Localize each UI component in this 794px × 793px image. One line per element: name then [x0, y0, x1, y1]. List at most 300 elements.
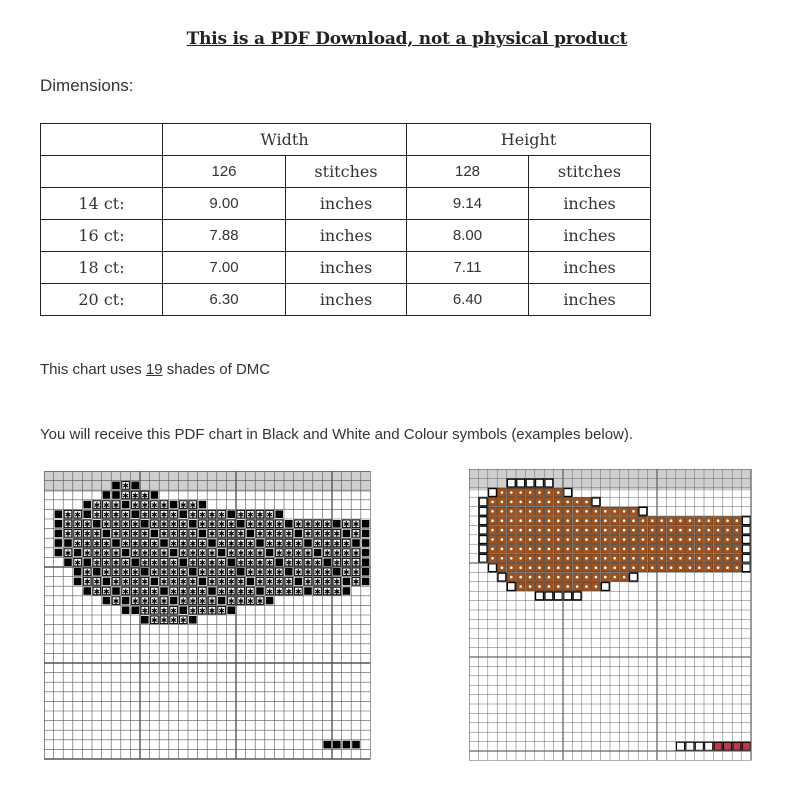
stitch-symbol-glyph: ✱: [189, 548, 197, 558]
stitch-dot: [604, 548, 607, 551]
stitch-symbol-glyph: ✱: [227, 577, 235, 587]
stitch-solid: [189, 520, 197, 528]
stitch-symbol-glyph: ✱: [160, 568, 168, 578]
stitch-symbol-glyph: ✱: [179, 548, 187, 558]
stitch-dot: [623, 529, 626, 532]
stitch-solid: [103, 530, 111, 538]
stitch-solid: [141, 520, 149, 528]
stitch-dot: [529, 557, 532, 560]
stitch-symbol-glyph: ✱: [323, 568, 331, 578]
stitch-symbol-glyph: ✱: [131, 520, 139, 530]
stitch-symbol-glyph: ✱: [170, 520, 177, 530]
stitch-dot: [726, 529, 729, 532]
stitch-dot: [726, 566, 729, 569]
stitch-symbol-glyph: ✱: [218, 539, 225, 549]
stitch-symbol-glyph: ✱: [333, 587, 341, 597]
stitch-solid: [227, 558, 235, 566]
stitch-symbol-glyph: ✱: [275, 529, 283, 539]
stitch-solid: [285, 568, 293, 576]
stitch-dot: [585, 519, 588, 522]
width-cell: 6.30: [163, 284, 286, 316]
stitch-dot: [548, 548, 551, 551]
colour-chart-example: [469, 469, 753, 761]
stitch-dot: [707, 566, 710, 569]
count-cell: 16 ct:: [41, 220, 163, 252]
stitch-symbol-glyph: ✱: [227, 587, 235, 597]
stitch-solid: [170, 549, 178, 557]
stitch-outline: [479, 535, 487, 543]
stitch-symbol-glyph: ✱: [160, 500, 168, 510]
stitch-symbol-glyph: ✱: [64, 510, 72, 520]
stitch-symbol-glyph: ✱: [333, 577, 341, 587]
stitch-solid: [362, 539, 370, 547]
stitch-dot: [519, 566, 522, 569]
dimensions-table: [40, 123, 651, 316]
stitch-dot: [660, 566, 663, 569]
stitch-symbol-glyph: ✱: [83, 529, 91, 539]
stitch-solid: [343, 578, 351, 586]
stitch-symbol-glyph: ✱: [295, 568, 302, 578]
stitch-symbol-glyph: ✱: [170, 568, 177, 578]
stitch-dot: [632, 548, 635, 551]
stitch-solid: [362, 568, 370, 576]
stitch-symbol-glyph: ✱: [83, 568, 91, 578]
stitch-dot: [632, 557, 635, 560]
stitch-dot: [510, 529, 513, 532]
stitch-symbol-glyph: ✱: [141, 529, 149, 539]
stitch-outline: [742, 742, 750, 750]
stitch-dot: [566, 585, 569, 588]
stitch-dot: [529, 519, 532, 522]
stitch-dot: [557, 529, 560, 532]
stitch-symbol-glyph: ✱: [208, 606, 216, 616]
stitch-dot: [623, 548, 626, 551]
stitch-dot: [604, 566, 607, 569]
stitch-symbol-glyph: ✱: [122, 481, 129, 491]
stitch-dot: [623, 538, 626, 541]
stitch-dot: [491, 548, 494, 551]
stitch-symbol-glyph: ✱: [141, 548, 149, 558]
stitch-dot: [642, 519, 645, 522]
stitch-dot: [736, 519, 739, 522]
stitch-solid: [275, 510, 283, 518]
stitch-dot: [689, 557, 692, 560]
stitch-symbol-glyph: ✱: [170, 616, 177, 626]
stitch-outline: [723, 742, 731, 750]
stitch-outline: [517, 479, 525, 487]
stitch-dot: [538, 585, 541, 588]
stitch-symbol-glyph: ✱: [275, 520, 283, 530]
stitch-outline: [742, 564, 750, 572]
stitch-solid: [362, 558, 370, 566]
stitch-dot: [717, 538, 720, 541]
shades-prefix: This chart uses: [40, 361, 146, 378]
stitch-dot: [604, 529, 607, 532]
stitch-dot: [510, 557, 513, 560]
stitch-dot: [519, 529, 522, 532]
stitch-dot: [632, 510, 635, 513]
stitch-symbol-glyph: ✱: [256, 529, 264, 539]
stitch-symbol-glyph: ✱: [93, 510, 101, 520]
stitch-solid: [151, 530, 159, 538]
stitch-symbol-glyph: ✱: [141, 587, 149, 597]
width-stitches-unit: stitches: [286, 156, 407, 188]
stitch-symbol-glyph: ✱: [103, 510, 110, 520]
stitch-solid: [179, 510, 187, 518]
stitch-dot: [613, 548, 616, 551]
stitch-symbol-glyph: ✱: [256, 510, 264, 520]
stitch-solid: [131, 606, 139, 614]
stitch-symbol-glyph: ✱: [227, 539, 235, 549]
stitch-symbol-glyph: ✱: [199, 558, 206, 568]
stitch-dot: [595, 510, 598, 513]
stitch-dot: [670, 519, 673, 522]
stitch-symbol-glyph: ✱: [122, 539, 129, 549]
stitch-symbol-glyph: ✱: [112, 529, 120, 539]
stitch-dot: [538, 557, 541, 560]
stitch-dot: [613, 576, 616, 579]
stitch-dot: [529, 501, 532, 504]
stitch-dot: [538, 519, 541, 522]
stitch-dot: [604, 538, 607, 541]
width-unit-cell: inches: [286, 220, 407, 252]
stitch-symbol-glyph: ✱: [141, 491, 149, 501]
width-cell: 7.00: [163, 252, 286, 284]
stitch-dot: [557, 491, 560, 494]
stitch-symbol-glyph: ✱: [314, 539, 321, 549]
stitch-dot: [726, 519, 729, 522]
stitch-dot: [613, 519, 616, 522]
stitch-dot: [632, 519, 635, 522]
stitch-symbol-glyph: ✱: [151, 587, 158, 597]
stitch-outline: [479, 526, 487, 534]
stitch-dot: [689, 529, 692, 532]
stitch-symbol-glyph: ✱: [285, 548, 293, 558]
stitch-dot: [519, 548, 522, 551]
stitch-dot: [595, 529, 598, 532]
stitch-dot: [660, 557, 663, 560]
stitch-dot: [670, 548, 673, 551]
stitch-solid: [74, 578, 82, 586]
stitch-symbol-glyph: ✱: [237, 510, 245, 520]
stitch-dot: [576, 538, 579, 541]
stitch-dot: [595, 538, 598, 541]
height-unit-cell: inches: [529, 188, 651, 220]
stitch-solid: [112, 491, 120, 499]
stitch-dot: [642, 566, 645, 569]
stitch-symbol-glyph: ✱: [304, 548, 312, 558]
stitch-outline: [601, 582, 609, 590]
stitch-dot: [491, 510, 494, 513]
stitch-symbol-glyph: ✱: [189, 539, 197, 549]
stitch-dot: [585, 557, 588, 560]
width-stitches-value: 126: [163, 156, 286, 188]
stitch-dot: [595, 576, 598, 579]
height-cell: 8.00: [407, 220, 529, 252]
stitch-symbol-glyph: ✱: [151, 520, 158, 530]
stitch-symbol-glyph: ✱: [237, 577, 245, 587]
stitch-solid: [266, 597, 274, 605]
stitch-dot: [613, 538, 616, 541]
stitch-symbol-glyph: ✱: [179, 616, 187, 626]
stitch-dot: [660, 538, 663, 541]
stitch-dot: [548, 566, 551, 569]
stitch-outline: [705, 742, 713, 750]
stitch-dot: [585, 538, 588, 541]
stitch-dot: [538, 538, 541, 541]
stitch-dot: [679, 566, 682, 569]
stitch-dot: [510, 566, 513, 569]
stitch-symbol-glyph: ✱: [93, 587, 101, 597]
stitch-symbol-glyph: ✱: [352, 529, 360, 539]
stitch-symbol-glyph: ✱: [112, 520, 120, 530]
stitch-symbol-glyph: ✱: [160, 606, 168, 616]
stitch-symbol-glyph: ✱: [285, 539, 293, 549]
stitch-symbol-glyph: ✱: [179, 587, 187, 597]
stitch-symbol-glyph: ✱: [170, 606, 177, 616]
stitch-solid: [151, 491, 159, 499]
stitch-symbol-glyph: ✱: [179, 500, 187, 510]
stitch-symbol-glyph: ✱: [237, 548, 245, 558]
stitch-symbol-glyph: ✱: [247, 520, 254, 530]
stitch-dot: [576, 585, 579, 588]
stitch-dot: [576, 566, 579, 569]
stitch-outline: [742, 545, 750, 553]
stitch-symbol-glyph: ✱: [93, 529, 101, 539]
stitch-dot: [576, 557, 579, 560]
width-cell: 7.88: [163, 220, 286, 252]
stitch-solid: [227, 606, 235, 614]
stitch-solid: [333, 741, 341, 749]
stitch-symbol-glyph: ✱: [275, 587, 283, 597]
stitch-outline: [526, 479, 534, 487]
stitch-symbol-glyph: ✱: [103, 539, 110, 549]
stitch-dot: [726, 557, 729, 560]
stitch-dot: [529, 566, 532, 569]
stitch-outline: [573, 592, 581, 600]
stitch-solid: [333, 520, 341, 528]
width-unit-cell: inches: [286, 284, 407, 316]
stitch-solid: [237, 568, 245, 576]
stitch-outline: [479, 507, 487, 515]
stitch-outline: [479, 545, 487, 553]
stitch-dot: [529, 491, 532, 494]
stitch-dot: [566, 519, 569, 522]
stitch-solid: [131, 558, 139, 566]
stitch-solid: [179, 558, 187, 566]
stitch-dot: [651, 538, 654, 541]
stitch-symbol-glyph: ✱: [74, 510, 81, 520]
stitch-symbol-glyph: ✱: [189, 510, 197, 520]
stitch-symbol-glyph: ✱: [343, 568, 350, 578]
stitch-dot: [529, 576, 532, 579]
stitch-outline: [498, 573, 506, 581]
stitch-symbol-glyph: ✱: [323, 577, 331, 587]
stitch-dot: [689, 519, 692, 522]
stitch-dot: [557, 501, 560, 504]
stitch-outline: [733, 742, 741, 750]
stitch-dot: [548, 576, 551, 579]
stitch-dot: [595, 548, 598, 551]
stitch-symbol-glyph: ✱: [179, 568, 187, 578]
stitch-symbol-glyph: ✱: [285, 558, 293, 568]
stitch-outline: [676, 742, 684, 750]
stitch-symbol-glyph: ✱: [170, 529, 177, 539]
stitch-outline: [535, 479, 543, 487]
stitch-symbol-glyph: ✱: [314, 568, 321, 578]
stitch-symbol-glyph: ✱: [131, 568, 139, 578]
stitch-dot: [670, 529, 673, 532]
stitch-symbol-glyph: ✱: [199, 606, 206, 616]
stitch-dot: [717, 557, 720, 560]
stitch-dot: [726, 538, 729, 541]
stitch-dot: [557, 538, 560, 541]
stitch-symbol-glyph: ✱: [160, 577, 168, 587]
stitch-symbol-glyph: ✱: [218, 510, 225, 520]
stitch-dot: [726, 548, 729, 551]
width-cell: 9.00: [163, 188, 286, 220]
stitch-dot: [698, 557, 701, 560]
stitch-solid: [343, 530, 351, 538]
stitch-symbol-glyph: ✱: [227, 529, 235, 539]
stitch-solid: [199, 501, 207, 509]
stitch-dot: [707, 519, 710, 522]
stitch-symbol-glyph: ✱: [237, 539, 245, 549]
stitch-dot: [576, 529, 579, 532]
height-cell: 7.11: [407, 252, 529, 284]
stitch-dot: [557, 576, 560, 579]
stitch-symbol-glyph: ✱: [131, 548, 139, 558]
stitch-dot: [548, 519, 551, 522]
stitch-dot: [557, 585, 560, 588]
stitch-solid: [247, 530, 255, 538]
shades-suffix: shades of DMC: [162, 361, 271, 378]
stitch-symbol-glyph: ✱: [122, 510, 129, 520]
stitch-symbol-glyph: ✱: [343, 548, 350, 558]
stitch-symbol-glyph: ✱: [112, 500, 120, 510]
stitch-outline: [686, 742, 694, 750]
stitch-symbol-glyph: ✱: [266, 510, 273, 520]
stitch-dot: [698, 538, 701, 541]
stitch-solid: [83, 510, 91, 518]
height-unit-cell: inches: [529, 284, 651, 316]
stitch-dot: [642, 538, 645, 541]
stitch-dot: [566, 576, 569, 579]
stitch-dot: [491, 519, 494, 522]
stitch-dot: [642, 548, 645, 551]
stitch-dot: [519, 491, 522, 494]
stitch-symbol-glyph: ✱: [237, 529, 245, 539]
stitch-dot: [736, 529, 739, 532]
stitch-solid: [189, 616, 197, 624]
stitch-symbol-glyph: ✱: [64, 529, 72, 539]
stitch-dot: [679, 538, 682, 541]
stitch-symbol-glyph: ✱: [64, 520, 72, 530]
stitch-symbol-glyph: ✱: [256, 577, 264, 587]
table-corner-cell: [41, 124, 163, 156]
stitch-symbol-glyph: ✱: [314, 529, 321, 539]
bw-chart-example: [44, 471, 374, 766]
stitch-solid: [122, 549, 130, 557]
height-cell: 9.14: [407, 188, 529, 220]
stitch-symbol-glyph: ✱: [151, 606, 158, 616]
stitch-symbol-glyph: ✱: [199, 520, 206, 530]
stitch-symbol-glyph: ✱: [151, 568, 158, 578]
stitch-solid: [208, 587, 216, 595]
stitch-outline: [488, 564, 496, 572]
stitch-solid: [343, 587, 351, 595]
stitch-solid: [208, 539, 216, 547]
stitch-symbol-glyph: ✱: [333, 548, 341, 558]
stitch-symbol-glyph: ✱: [179, 577, 187, 587]
stitch-solid: [103, 491, 111, 499]
stitch-dot: [548, 538, 551, 541]
stitch-dot: [557, 519, 560, 522]
stitch-symbol-glyph: ✱: [295, 520, 302, 530]
stitch-symbol-glyph: ✱: [160, 520, 168, 530]
stitch-dot: [670, 538, 673, 541]
stitch-symbol-glyph: ✱: [333, 558, 341, 568]
stitch-dot: [707, 529, 710, 532]
stitch-dot: [717, 529, 720, 532]
stitch-dot: [491, 529, 494, 532]
stitch-dot: [576, 548, 579, 551]
stitch-symbol-glyph: ✱: [199, 539, 206, 549]
stitch-dot: [538, 501, 541, 504]
stitch-symbol-glyph: ✱: [237, 596, 245, 606]
stitch-symbol-glyph: ✱: [160, 558, 168, 568]
stitch-symbol-glyph: ✱: [323, 529, 331, 539]
stitch-outline: [742, 554, 750, 562]
stitch-dot: [501, 491, 504, 494]
stitch-symbol-glyph: ✱: [266, 577, 273, 587]
stitch-dot: [510, 491, 513, 494]
stitch-dot: [679, 557, 682, 560]
stitch-dot: [510, 576, 513, 579]
stitch-symbol-glyph: ✱: [352, 520, 360, 530]
stitch-solid: [362, 520, 370, 528]
stitch-dot: [651, 557, 654, 560]
stitch-symbol-glyph: ✱: [266, 539, 273, 549]
stitch-symbol-glyph: ✱: [74, 539, 81, 549]
stitch-dot: [538, 576, 541, 579]
stitch-dot: [538, 491, 541, 494]
stitch-dot: [510, 519, 513, 522]
stitch-dot: [585, 501, 588, 504]
stitch-outline: [592, 498, 600, 506]
stitch-symbol-glyph: ✱: [141, 577, 149, 587]
stitch-symbol-glyph: ✱: [208, 529, 216, 539]
stitch-symbol-glyph: ✱: [170, 539, 177, 549]
stitch-symbol-glyph: ✱: [131, 529, 139, 539]
stitch-solid: [55, 510, 63, 518]
stitch-dot: [510, 510, 513, 513]
stitch-symbol-glyph: ✱: [352, 568, 360, 578]
stitch-symbol-glyph: ✱: [323, 520, 331, 530]
stitch-symbol-glyph: ✱: [170, 510, 177, 520]
stitch-outline: [545, 592, 553, 600]
stitch-symbol-glyph: ✱: [275, 577, 283, 587]
stitch-symbol-glyph: ✱: [218, 568, 225, 578]
stitch-solid: [64, 539, 72, 547]
stitch-symbol-glyph: ✱: [285, 529, 293, 539]
stitch-symbol-glyph: ✱: [266, 529, 273, 539]
stitch-dot: [632, 566, 635, 569]
stitch-symbol-glyph: ✱: [122, 558, 129, 568]
stitch-symbol-glyph: ✱: [314, 520, 321, 530]
stitch-symbol-glyph: ✱: [352, 577, 360, 587]
stitch-solid: [64, 558, 72, 566]
